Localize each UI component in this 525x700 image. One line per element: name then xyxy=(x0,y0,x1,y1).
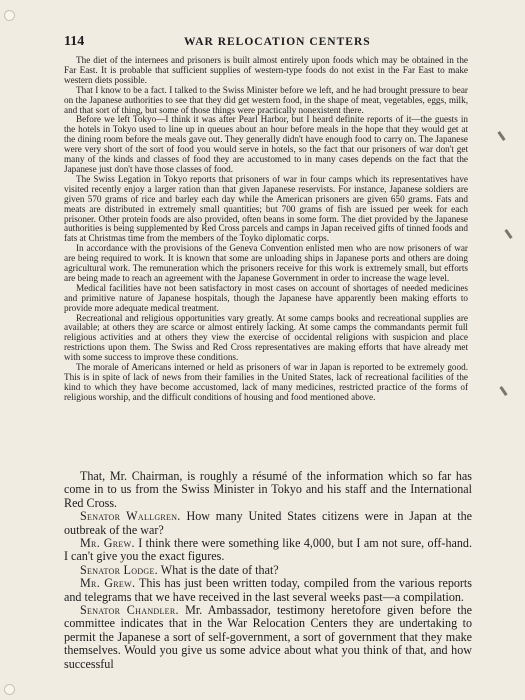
report-paragraph: The Swiss Legation in Tokyo reports that prisoners of war in four camps which its representatives have visited recently enjoy a larger ration than that given Japanese reservists. For instance, Japanese soldiers are given 570 grams of rice and barley each day while the American prisoners are given 650 grams. Fats and meats are distributed in extremely small quantities; but 700 grams of fish are issued per week for each prisoner. Other protein foods are also provided, often beans in some form. The diet provided by the Japanese authorities is being supplemented by Red Cross parcels and camps in Japan received gifts of tinned foods and fats at Christmas time from the members of the Toyko diplomatic corps. xyxy=(64,173,468,244)
report-paragraph: The diet of the internees and prisoners is built almost entirely upon foods which may be obtained in the Far East. It is probable that sufficient supplies of western-type foods do not exist in the Far East to make western diets possible. xyxy=(64,55,468,85)
page-header xyxy=(64,34,472,54)
report-paragraph: Before we left Tokyo—I think it was after Pearl Harbor, but I heard definite reports of it—the guests in the hotels in Tokyo used to line up in queues about an hour before meals in the hope that they would get at the dining room before the meals gave out. They generally didn't have enough food to carry on. The Japanese were very short of the sort of food you would serve in hotels, so the fact that our prisoners of war don't get many of the kinds and classes of food they are accustomed to in many cases depends on the fact that the Japanese just don't have those classes of food. xyxy=(64,114,468,174)
testimony-paragraph xyxy=(64,604,472,671)
testimony-paragraph xyxy=(64,577,472,604)
margin-mark xyxy=(504,229,512,239)
margin-mark xyxy=(499,386,507,396)
statement: Mr. Ambassador, testimony heretofore given before the committee indicates that in the War Relocation Centers they are undertaking to permit the Japanese a sort of self-government, a sort of government that they make themselves. Would you give us some advice about what you think of that, and how successful xyxy=(64,603,472,671)
speaker: Senator Lodge. xyxy=(80,562,158,577)
quoted-report xyxy=(64,56,468,403)
testimony-paragraph xyxy=(64,510,472,537)
report-paragraph: That I know to be a fact. I talked to the Swiss Minister before we left, and he had brought pressure to bear on the Japanese authorities to see that they did get western food, in the shape of meat, vegetables, eggs, milk, and that sort of thing, but some of those things were practically nonexistent there. xyxy=(64,84,468,115)
testimony-paragraph xyxy=(64,564,472,577)
page-number: 114 xyxy=(64,34,85,49)
running-head: WAR RELOCATION CENTERS xyxy=(184,36,371,48)
report-paragraph: The morale of Americans interned or held as prisoners of war in Japan is reported to be extremely good. This is in spite of lack of news from their families in the United States, lack of recreational facilities of the kind to which they have become accustomed, lack of many medicines, restricted practice of the forms of religious worship, and the difficult conditions of housing and food mentioned above. xyxy=(64,362,468,402)
report-paragraph: Medical facilities have not been satisfactory in most cases on account of shortages of needed medicines and primitive nature of Japanese hospitals, though the Japanese have apparently been making efforts to provide more adequate medical treatment. xyxy=(64,282,468,313)
statement: I think there were something like 4,000, but I am not sure, off-hand. I can't give you the exact figures. xyxy=(64,536,472,564)
statement: What is the date of that? xyxy=(158,562,279,577)
speaker: Senator Chandler. xyxy=(80,603,179,618)
report-paragraph: Recreational and religious opportunities vary greatly. At some camps books and recreational supplies are available; at others they are scarce or almost entirely lacking. At some camps the commandants permit full religious activities and at others they view the exercise of occidental religions with suspicion and place restrictions upon them. The Swiss and Red Cross representatives are making efforts that have already met with some success to improve these conditions. xyxy=(64,312,468,363)
speaker: Senator Wallgren. xyxy=(80,509,181,524)
statement: This has just been written today, compiled from the various reports and telegrams that we have received in the last several weeks past—a compilation. xyxy=(64,576,473,604)
testimony xyxy=(64,470,472,671)
statement: How many United States citizens were in Japan at the outbreak of the war? xyxy=(64,509,472,537)
statement: That, Mr. Chairman, is roughly a résumé of the information which so far has come in to us from the Swiss Minister in Tokyo and his staff and the International Red Cross. xyxy=(64,469,472,510)
margin-mark xyxy=(497,131,505,141)
testimony-paragraph xyxy=(64,470,472,510)
speaker: Mr. Grew. xyxy=(80,536,135,551)
testimony-paragraph xyxy=(64,537,472,564)
punch-hole xyxy=(4,684,15,695)
punch-hole xyxy=(4,10,15,21)
speaker: Mr. Grew. xyxy=(80,576,136,591)
report-paragraph: In accordance with the provisions of the Geneva Convention enlisted men who are now prisoners of war are being required to work. It is known that some are unloading ships in Japanese ports and others are doing agricultural work. The remuneration which the prisoners receive for this work is extremely small, but efforts are being made to reach an agreement with the Japanese Government in order to increase the wage level. xyxy=(64,243,468,283)
